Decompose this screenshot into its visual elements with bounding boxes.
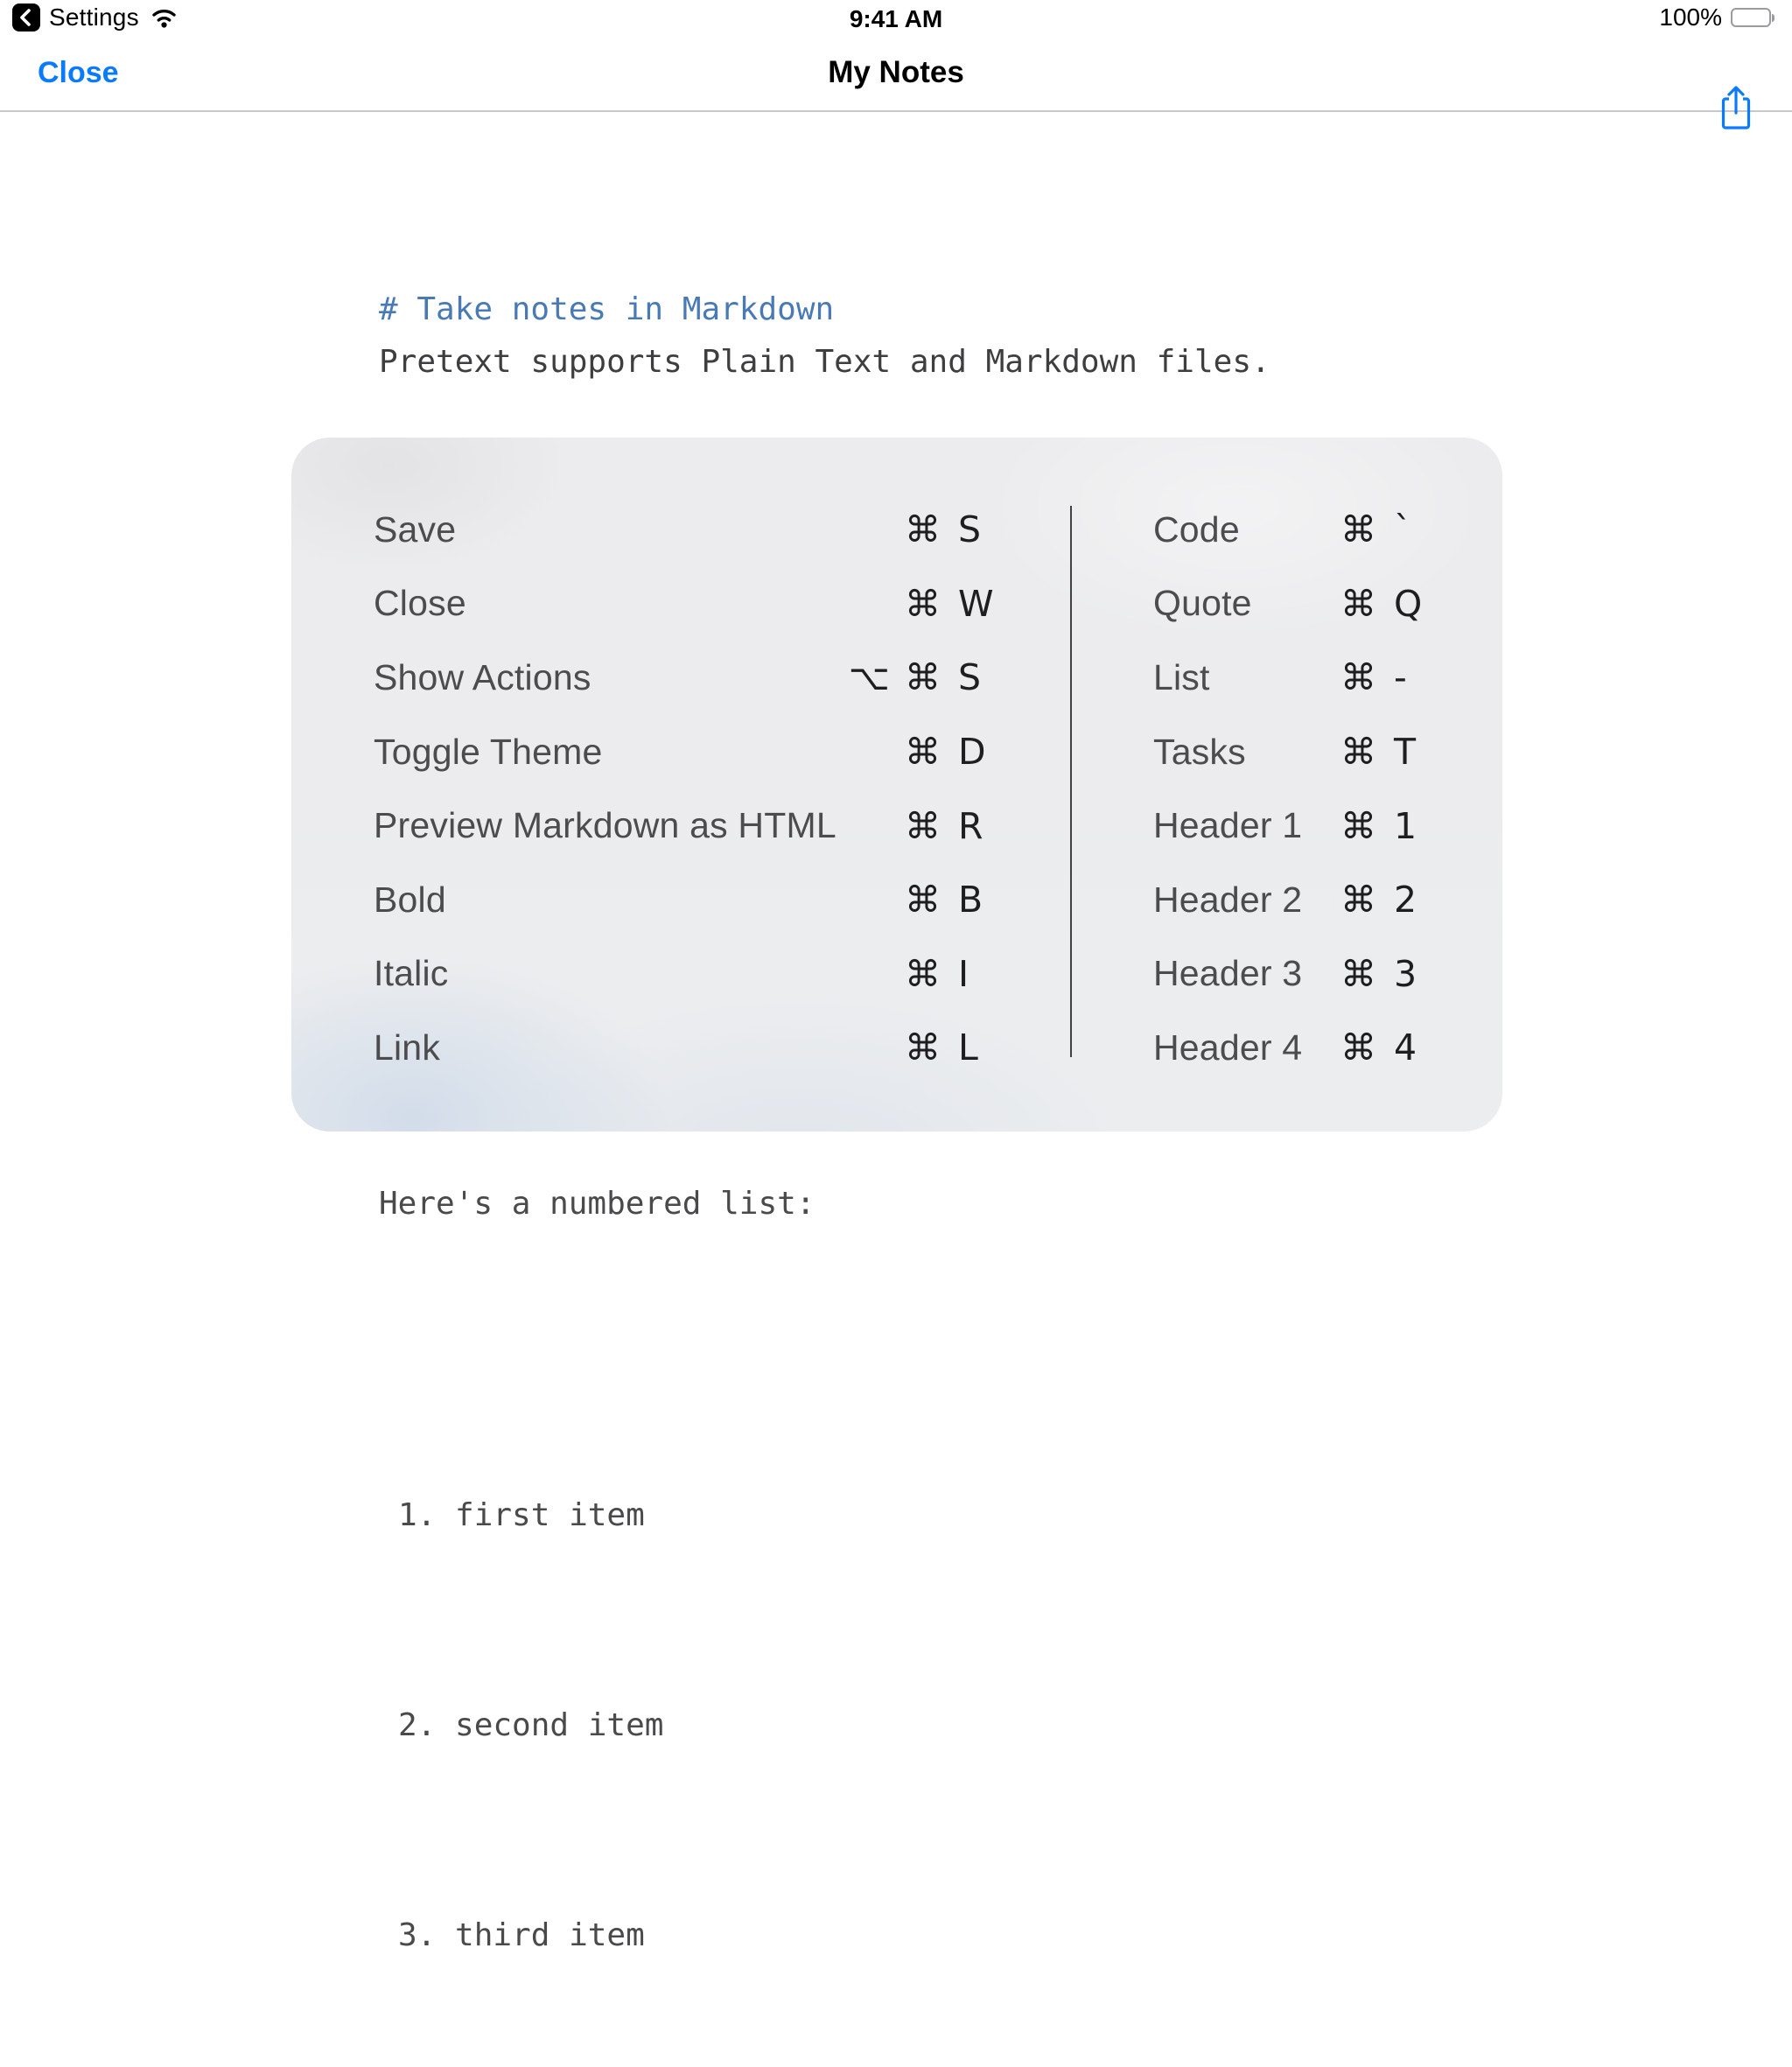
- modifier-key-symbols: ⌘: [905, 952, 942, 995]
- shortcut-label: Quote: [1153, 583, 1252, 624]
- shortcut-row: [1153, 567, 1464, 641]
- modifier-key-symbols: ⌘: [1340, 656, 1378, 699]
- shortcut-key: I: [958, 952, 970, 995]
- shortcut-key: S: [958, 656, 982, 699]
- modifier-key-symbols: ⌘: [1340, 879, 1378, 921]
- numbered-list-item: 1. first item: [398, 1497, 645, 1533]
- shortcut-row: [374, 1011, 1012, 1085]
- shortcut-row: [1153, 715, 1464, 789]
- markdown-heading: # Take notes in Markdown: [379, 291, 835, 327]
- shortcut-row: [374, 567, 1012, 641]
- battery-percent-label: 100%: [1659, 4, 1722, 31]
- shortcuts-column-left: [374, 493, 1012, 1085]
- shortcut-key: 4: [1394, 1026, 1418, 1069]
- shortcut-label: Italic: [374, 953, 449, 994]
- numbered-list-item: 2. second item: [398, 1707, 664, 1743]
- modifier-key-symbols: ⌘: [1340, 952, 1378, 995]
- shortcut-row: [1153, 641, 1464, 715]
- modifier-key-symbols: ⌥ ⌘: [848, 656, 942, 699]
- modifier-key-symbols: ⌘: [1340, 508, 1378, 551]
- shortcut-label: Header 1: [1153, 805, 1303, 846]
- shortcut-key: T: [1394, 731, 1417, 774]
- back-to-settings-label: Settings: [49, 4, 139, 31]
- shortcut-key: R: [958, 804, 984, 847]
- status-time: 9:41 AM: [849, 5, 943, 32]
- shortcut-row: [374, 863, 1012, 937]
- shortcut-label: Bold: [374, 879, 446, 920]
- shortcut-label: List: [1153, 656, 1210, 697]
- shortcut-label: Close: [374, 583, 466, 624]
- shortcut-row: [1153, 863, 1464, 937]
- markdown-numbered-list: [398, 1279, 663, 2067]
- shortcut-label: Header 4: [1153, 1026, 1303, 1068]
- shortcut-label: Link: [374, 1026, 441, 1068]
- shortcut-key: L: [958, 1026, 978, 1069]
- shortcut-row: [374, 641, 1012, 715]
- modifier-key-symbols: ⌘: [1340, 1026, 1378, 1069]
- modifier-key-symbols: ⌘: [905, 1026, 942, 1069]
- navigation-bar: [0, 35, 1792, 112]
- status-bar: [0, 0, 1792, 35]
- shortcut-key: -: [1394, 656, 1407, 699]
- modifier-key-symbols: ⌘: [905, 508, 942, 551]
- markdown-list-intro: Here's a numbered list:: [379, 1186, 816, 1222]
- shortcut-key: Q: [1394, 582, 1423, 625]
- shortcut-row: [1153, 493, 1464, 567]
- modifier-key-symbols: ⌘: [905, 804, 942, 847]
- shortcut-label: Preview Markdown as HTML: [374, 805, 836, 846]
- shortcut-key: W: [958, 582, 994, 625]
- numbered-list-item: 3. third item: [398, 1917, 645, 1953]
- shortcut-key: D: [958, 731, 986, 774]
- shortcut-label: Header 2: [1153, 879, 1303, 920]
- shortcut-label: Header 3: [1153, 953, 1303, 994]
- shortcut-key: 1: [1394, 804, 1418, 847]
- shortcut-row: [1153, 1011, 1464, 1085]
- shortcut-row: [374, 937, 1012, 1012]
- markdown-paragraph: Pretext supports Plain Text and Markdown files.: [379, 344, 1270, 380]
- modifier-key-symbols: ⌘: [905, 731, 942, 774]
- shortcut-key: 3: [1394, 952, 1418, 995]
- note-editor[interactable]: [0, 112, 1792, 1953]
- shortcut-key: 2: [1394, 879, 1418, 921]
- shortcut-row: [374, 788, 1012, 863]
- shortcut-row: [1153, 788, 1464, 863]
- modifier-key-symbols: ⌘: [905, 879, 942, 921]
- page-title: My Notes: [828, 55, 964, 89]
- shortcut-label: Code: [1153, 508, 1240, 550]
- shortcut-key: S: [958, 508, 982, 551]
- modifier-key-symbols: ⌘: [905, 582, 942, 625]
- shortcut-key: `: [1394, 508, 1412, 551]
- keyboard-shortcuts-panel: [291, 438, 1502, 1132]
- close-button[interactable]: Close: [38, 35, 119, 110]
- shortcut-label: Tasks: [1153, 731, 1246, 772]
- modifier-key-symbols: ⌘: [1340, 582, 1378, 625]
- shortcuts-column-right: [1153, 493, 1464, 1085]
- shortcut-row: [374, 493, 1012, 567]
- shortcut-label: Save: [374, 508, 457, 550]
- shortcut-label: Toggle Theme: [374, 731, 603, 772]
- shortcut-key: B: [958, 879, 984, 921]
- panel-column-divider: [1070, 506, 1072, 1057]
- shortcut-row: [1153, 937, 1464, 1012]
- battery-icon: [1731, 8, 1774, 27]
- shortcut-label: Show Actions: [374, 656, 592, 697]
- modifier-key-symbols: ⌘: [1340, 731, 1378, 774]
- shortcut-row: [374, 715, 1012, 789]
- modifier-key-symbols: ⌘: [1340, 804, 1378, 847]
